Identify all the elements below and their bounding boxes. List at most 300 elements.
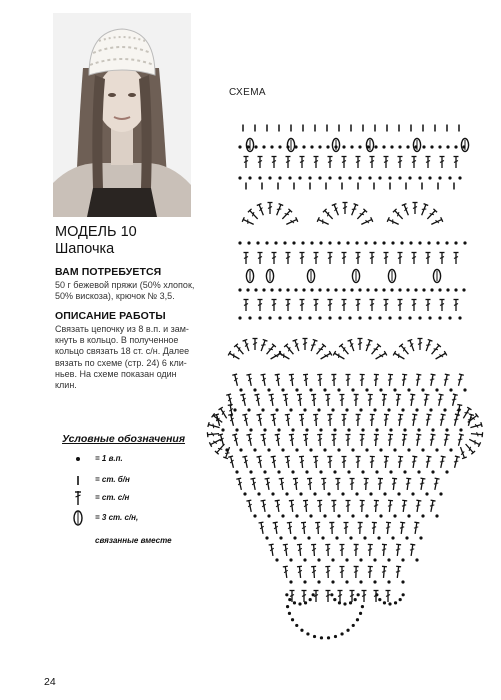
chain-stitch-mark [354,598,357,601]
chain-stitch-mark [428,176,431,179]
chain-stitch-mark [265,536,268,539]
chain-stitch-mark [267,514,270,517]
legend-text-double-crochet: = ст. с/н [95,493,130,502]
double-crochet-mark [401,434,407,447]
double-crochet-mark [256,414,263,427]
chain-stitch-mark [361,428,364,431]
double-crochet-mark [242,217,255,227]
chain-stitch-mark [346,241,349,244]
double-crochet-mark [374,351,387,361]
double-crochet-mark [314,590,319,602]
double-crochet-mark [405,478,412,491]
double-crochet-mark [234,343,246,355]
double-crochet-mark [370,156,375,168]
double-crochet-mark [257,203,266,216]
chain-stitch-mark [248,316,251,319]
double-crochet-mark [370,252,375,264]
chain-stitch-mark [462,145,465,148]
chain-stitch-mark [430,288,433,291]
double-crochet-mark [325,394,330,406]
chain-stitch-mark [359,580,362,583]
double-crochet-mark [297,394,303,406]
chain-stitch-mark [421,388,424,391]
double-crochet-mark [355,414,360,426]
chain-stitch-mark [267,388,270,391]
chain-stitch-mark [258,316,261,319]
double-crochet-mark [313,456,319,468]
legend-text-single-crochet: = ст. б/н [95,475,130,484]
double-crochet-mark [260,500,267,513]
double-crochet-mark [311,566,317,578]
double-crochet-mark [242,414,249,427]
double-crochet-mark [398,252,403,264]
double-crochet-mark [356,156,361,168]
double-crochet-mark [395,544,401,556]
double-crochet-mark [413,202,418,214]
double-crochet-mark [300,252,305,264]
chain-stitch-mark [306,632,309,635]
chain-stitch-mark [239,448,242,451]
chain-stitch-mark [309,598,312,601]
double-crochet-mark [289,434,295,446]
chain-stitch-mark [383,492,386,495]
double-crochet-mark [303,500,309,512]
double-crochet-mark [287,522,293,535]
double-crochet-mark [387,217,400,227]
model-subtitle: Шапочка [55,241,115,257]
chain-stitch-mark [390,145,393,148]
double-crochet-mark [349,478,354,490]
chain-stitch-mark [292,241,295,244]
double-crochet-mark [377,478,383,490]
chain-stitch-mark [295,448,298,451]
double-crochet-mark [342,299,347,311]
double-crochet-mark [426,252,431,264]
chain-stitch-mark [349,536,352,539]
double-crochet-mark [314,156,319,168]
chain-stitch-mark [446,145,449,148]
chain-stitch-mark [373,408,376,411]
double-crochet-mark [381,394,387,406]
double-crochet-mark [258,252,263,264]
chain-stitch-mark [307,536,310,539]
chain-stitch-mark [288,612,291,615]
chain-stitch-mark [402,593,405,596]
chain-stitch-mark [298,176,301,179]
chain-stitch-mark [445,470,448,473]
chain-stitch-mark [319,241,322,244]
chain-stitch-mark [352,624,355,627]
materials-heading: ВАМ ПОТРЕБУЕТСЯ [55,266,162,278]
double-crochet-mark [293,478,299,490]
chain-stitch-mark [388,316,391,319]
chain-stitch-mark [275,558,278,561]
chain-stitch-mark [310,145,313,148]
chain-stitch-mark [462,288,465,291]
double-crochet-mark [274,203,283,216]
double-crochet-mark [246,434,253,447]
double-crochet-mark [412,156,417,168]
chain-stitch-mark [327,636,330,639]
chain-stitch-mark [443,408,446,411]
chain-stitch-mark [293,601,296,604]
chain-stitch-mark [328,316,331,319]
double-crochet-mark [454,156,459,168]
double-crochet-mark [381,566,387,578]
chain-stitch-mark [365,388,368,391]
chain-stitch-mark [438,176,441,179]
double-crochet-mark [419,203,428,216]
chain-stitch-mark [323,388,326,391]
double-crochet-mark [381,544,387,556]
chain-stitch-mark [411,492,414,495]
chain-stitch-mark [387,558,390,561]
double-crochet-mark [299,414,305,426]
double-crochet-mark [240,394,248,407]
chain-stitch-mark [281,514,284,517]
chain-stitch-mark [454,145,457,148]
chain-stitch-mark [341,492,344,495]
page-number: 24 [44,676,56,688]
chain-stitch-mark [378,316,381,319]
chain-stitch-mark [425,492,428,495]
chain-stitch-mark [454,288,457,291]
chain-stitch-mark [398,288,401,291]
chain-stitch-mark [301,241,304,244]
double-crochet-mark [397,414,403,427]
double-crochet-mark [415,434,422,447]
chain-stitch-mark [361,470,364,473]
chain-stitch-mark [415,408,418,411]
double-crochet-mark [242,339,251,352]
chain-stitch-mark [262,145,265,148]
chain-stitch-mark [391,241,394,244]
description-text: Связать цепочку из 8 в.п. и зам- кнуть в кольцо. В полученное кольцо связать 18 ст. с/н. Далее вязать по схеме (стр. 24) 6 кли- ньев. На схеме показан один клин. [55,324,190,391]
double-crochet-mark [313,414,319,426]
chain-stitch-mark [421,448,424,451]
chain-stitch-mark [427,241,430,244]
double-crochet-mark [395,394,401,406]
chain-stitch-mark [289,580,292,583]
chain-stitch-mark [294,288,297,291]
chain-stitch-mark [418,316,421,319]
chain-stitch-mark [429,408,432,411]
chain-stitch-mark [438,145,441,148]
double-crochet-mark [357,522,362,534]
chain-stitch-mark [278,145,281,148]
double-crochet-mark [283,566,289,579]
chain-stitch-mark [387,408,390,411]
chain-stitch-mark [327,492,330,495]
double-crochet-mark [265,343,277,355]
double-crochet-mark [273,522,280,535]
chain-stitch-mark [368,176,371,179]
chain-stitch-mark [303,580,306,583]
chain-stitch-mark [351,448,354,451]
chain-stitch-mark [448,316,451,319]
chain-stitch-mark [338,176,341,179]
chain-stitch-mark [321,536,324,539]
chain-stitch-mark [235,470,238,473]
chain-stitch-mark [419,536,422,539]
chain-stitch-mark [430,145,433,148]
chain-stitch-mark [288,316,291,319]
double-crochet-mark [307,478,313,490]
chain-stitch-mark [286,145,289,148]
chain-stitch-mark [435,514,438,517]
chain-stitch-mark [286,605,289,608]
double-crochet-mark [413,522,420,535]
chain-stitch-mark [305,428,308,431]
chain-stitch-mark [248,176,251,179]
chain-stitch-mark [431,428,434,431]
double-crochet-mark [395,566,401,578]
chain-stitch-mark [397,492,400,495]
double-crochet-mark [303,338,308,350]
chain-stitch-mark [331,558,334,561]
chain-stitch-mark [291,428,294,431]
double-crochet-mark [424,456,431,469]
chain-stitch-mark [393,388,396,391]
chain-stitch-mark [268,316,271,319]
model-title: МОДЕЛЬ 10 [55,224,137,240]
chain-stitch-mark [347,428,350,431]
double-crochet-mark [342,156,347,168]
chain-stitch-mark [271,492,274,495]
double-crochet-mark [409,544,416,557]
double-crochet-mark [301,522,307,534]
chain-stitch-mark [398,316,401,319]
chain-stitch-mark [278,288,281,291]
double-crochet-mark [393,351,406,361]
chain-stitch-mark [403,470,406,473]
double-crochet-mark [314,252,319,264]
chain-stitch-mark [389,470,392,473]
double-crochet-mark [325,544,330,556]
double-crochet-mark [359,500,364,512]
double-crochet-mark [341,414,346,426]
chain-stitch-mark [275,408,278,411]
double-crochet-mark [411,414,418,427]
double-crochet-mark [328,252,333,264]
double-crochet-mark [426,299,431,311]
chain-stitch-mark [331,408,334,411]
double-crochet-mark [338,590,343,602]
double-crochet-mark [367,544,373,556]
chain-stitch-mark [375,470,378,473]
chain-stitch-mark [256,241,259,244]
chain-stitch-mark [378,598,381,601]
double-crochet-mark [428,434,435,447]
chain-stitch-mark [394,601,397,604]
chain-stitch-mark [438,288,441,291]
chain-stitch-mark [400,241,403,244]
chain-stitch-mark [310,288,313,291]
double-crochet-mark [438,414,445,427]
double-crochet-mark [430,343,442,355]
double-crochet-mark [258,299,263,311]
chain-stitch-mark [283,241,286,244]
double-crochet-mark [424,414,431,427]
double-crochet-mark [328,299,333,311]
chain-stitch-mark [358,176,361,179]
double-crochet-mark [387,434,393,446]
chain-stitch-mark [406,288,409,291]
double-crochet-mark [387,374,393,386]
chain-stitch-mark [345,558,348,561]
chain-stitch-mark [343,602,346,605]
chain-stitch-mark [388,602,391,605]
double-crochet-mark [275,374,282,387]
double-crochet-mark [326,590,331,602]
chain-stitch-mark [358,316,361,319]
double-crochet-mark [285,414,291,427]
double-crochet-mark [331,374,336,386]
double-crochet-mark [272,252,277,264]
chain-stitch-mark [291,470,294,473]
chain-stitch-mark [253,514,256,517]
double-crochet-mark [256,456,263,469]
double-crochet-mark [254,394,261,407]
double-crochet-mark [329,522,334,534]
double-crochet-mark [331,500,336,512]
chain-stitch-mark [458,176,461,179]
chain-stitch-mark [278,176,281,179]
chain-stitch-mark [357,593,360,596]
double-crochet-mark [317,217,330,227]
chain-stitch-mark [277,470,280,473]
chain-stitch-mark [366,288,369,291]
double-crochet-mark [363,478,369,490]
double-crochet-mark [370,343,382,355]
legend-title: Условные обозначения [62,433,186,445]
double-crochet-mark [268,202,273,214]
double-crochet-mark [279,478,286,491]
chain-stitch-mark [414,145,417,148]
double-crochet-mark [269,394,276,407]
double-crochet-mark [278,351,291,361]
chain-stitch-mark [295,388,298,391]
double-crochet-mark [401,500,407,513]
double-crochet-mark [244,299,249,311]
chain-stitch-mark [303,558,306,561]
double-crochet-mark [343,522,348,534]
chain-stitch-mark [342,288,345,291]
double-crochet-mark [464,442,476,454]
chain-stitch-mark [278,316,281,319]
chain-stitch-mark [238,316,241,319]
chain-stitch-mark [374,288,377,291]
double-crochet-mark [428,500,435,513]
double-crochet-mark [371,522,377,534]
double-crochet-mark [315,343,327,355]
double-crochet-mark [412,299,417,311]
double-crochet-mark [468,437,481,447]
double-crochet-mark [260,434,267,447]
double-crochet-mark [236,478,244,491]
chain-stitch-mark [258,176,261,179]
chain-stitch-mark [334,145,337,148]
double-crochet-mark [373,374,379,386]
double-crochet-mark [456,434,464,447]
double-crochet-mark [359,374,364,386]
chain-stitch-mark [298,316,301,319]
chain-stitch-mark [350,145,353,148]
chain-stitch-mark [422,288,425,291]
double-crochet-mark [302,590,307,602]
chain-stitch-mark [436,241,439,244]
double-crochet-mark [353,566,358,578]
chain-stitch-mark [308,316,311,319]
chain-stitch-mark [285,593,288,596]
chain-stitch-mark [221,428,224,431]
chain-stitch-mark [286,288,289,291]
double-crochet-mark [228,351,241,361]
chain-stitch-mark [299,492,302,495]
chain-stitch-mark [388,176,391,179]
double-crochet-mark [355,456,360,468]
double-crochet-mark [275,500,282,513]
double-crochet-mark [370,299,375,311]
chain-stitch-mark [445,428,448,431]
chain-stitch-mark [328,241,331,244]
chain-stitch-mark [417,428,420,431]
double-crochet-mark [432,478,439,491]
chain-stitch-mark [294,145,297,148]
chain-stitch-mark [355,241,358,244]
chain-stitch-mark [288,598,291,601]
double-crochet-mark [258,522,265,535]
double-crochet-mark [285,456,291,469]
double-crochet-mark [401,374,407,387]
double-crochet-mark [317,500,323,512]
double-crochet-mark [248,208,260,220]
chain-stitch-mark [449,388,452,391]
chain-stitch-mark [346,629,349,632]
chain-stitch-mark [247,241,250,244]
chain-stitch-mark [338,316,341,319]
double-crochet-mark [436,394,443,407]
chain-stitch-mark [238,145,241,148]
chain-stitch-mark [439,492,442,495]
chain-stitch-mark [348,176,351,179]
double-crochet-mark [415,374,422,387]
chain-stitch-mark [358,145,361,148]
chain-stitch-mark [389,428,392,431]
chain-stitch-mark [243,492,246,495]
chain-stitch-mark [359,408,362,411]
double-crochet-mark [289,500,295,512]
chain-stitch-mark [323,448,326,451]
double-crochet-mark [364,339,373,352]
chain-stitch-mark [378,176,381,179]
chain-stitch-mark [281,388,284,391]
chain-stitch-mark [334,635,337,638]
double-crochet-mark [265,478,272,491]
chain-stitch-mark [398,176,401,179]
double-crochet-mark [349,203,358,216]
materials-text: 50 г бежевой пряжи (50% хлопок, 50% вискоза), крючок № 3,5. [55,280,195,302]
chain-stitch-mark [398,145,401,148]
chain-stitch-mark [302,145,305,148]
double-crochet-mark [383,414,389,426]
double-crochet-mark [335,478,340,490]
double-crochet-mark [384,299,389,311]
chain-stitch-mark [313,635,316,638]
chain-stitch-mark [369,492,372,495]
double-crochet-mark [339,566,344,578]
chain-stitch-mark [365,448,368,451]
